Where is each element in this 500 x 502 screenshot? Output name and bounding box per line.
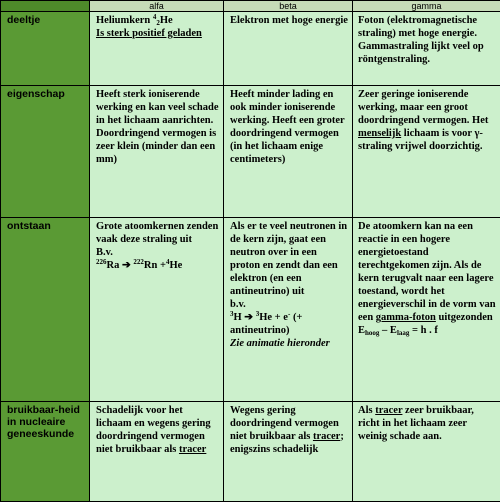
ra-mass-number: 226 xyxy=(96,258,107,266)
row-bruikbaarheid xyxy=(1,402,500,502)
header-row xyxy=(1,1,500,12)
header-beta: beta xyxy=(224,1,353,12)
rn-symbol: Rn + xyxy=(144,260,166,271)
electron-charge: - xyxy=(288,310,290,318)
beta-origin-text: Als er te veel neutronen in de kern zijn, gaat een neutron over in een proton en zendt dan een elektron (en een antineutrino) uit xyxy=(230,220,348,298)
cell-deeltje-alfa xyxy=(90,12,224,86)
tracer-term: tracer xyxy=(375,405,402,416)
gamma-property-text: Zeer geringe ioniserende werking, maar een groot doordringend vermogen. Het xyxy=(358,89,488,126)
h-symbol: H xyxy=(234,312,245,323)
he-mass-number: 3 xyxy=(256,310,260,318)
alfa-charge-note: Is sterk positief geladen xyxy=(96,27,219,40)
gamma-origin-text-a: De atoomkern kan na een reactie in een hogere energietoestand terechtgekomen zijn. Als de kern terugvalt naar een lagere toestand, wordt het energieverschil in de vorm van een xyxy=(358,221,496,323)
beta-use-text-end: ; enigszins schadelijk xyxy=(230,431,344,455)
he-electron-symbol: He + e xyxy=(259,312,288,323)
cell-bruikbaarheid-alfa xyxy=(90,402,224,502)
beta-use-text: Wegens gering doordringend vermogen niet bruikbaar als xyxy=(230,405,339,442)
underlined-word: menselijk xyxy=(358,128,401,139)
rowhead-ontstaan: ontstaan xyxy=(1,218,90,402)
alfa-particle-line xyxy=(96,14,219,27)
gamma-property-text-end: lichaam is voor γ-straling vrijwel doorzichtig. xyxy=(358,128,483,152)
atomic-number: 2 xyxy=(156,19,160,27)
formula-sub-laag: laag xyxy=(397,329,409,337)
rowhead-bruikbaarheid: bruikbaar-heid in nucleaire geneeskunde xyxy=(1,402,90,502)
arrow-right-icon: ➔ xyxy=(244,312,253,323)
tracer-term: tracer xyxy=(313,431,340,442)
row-eigenschap xyxy=(1,86,500,218)
cell-eigenschap-alfa: Heeft sterk ioniserende werking en kan veel schade in het lichaam aanrichten. Doordringend vermogen is zeer klein (minder dan een mm) xyxy=(90,86,224,218)
corner-cell xyxy=(1,1,90,12)
cell-eigenschap-gamma xyxy=(353,86,500,218)
element-symbol: He xyxy=(160,15,173,26)
alfa-particle-name: Heliumkern xyxy=(96,15,153,26)
row-deeltje xyxy=(1,12,500,86)
cell-deeltje-beta: Elektron met hoge energie xyxy=(224,12,353,86)
cell-bruikbaarheid-gamma xyxy=(353,402,500,502)
cell-deeltje-gamma: Foton (elektromagnetische straling) met hoge energie. Gammastraling lijkt veel op röntgenstraling. xyxy=(353,12,500,86)
gamma-use-text-end: zeer bruikbaar, richt in het lichaam zeer weinig schade aan. xyxy=(358,405,474,442)
beta-decay-equation xyxy=(230,311,348,337)
h-mass-number: 3 xyxy=(230,310,234,318)
he-mass-number: 4 xyxy=(166,258,170,266)
energy-formula xyxy=(358,324,496,337)
gamma-use-text: Als xyxy=(358,405,375,416)
rowhead-deeltje: deeltje xyxy=(1,12,90,86)
alfa-use-text: Schadelijk voor het lichaam en wegens gering doordringend vermogen niet bruikbaar als xyxy=(96,405,211,455)
antineutrino-text: (+ antineutrino) xyxy=(230,312,302,336)
cell-ontstaan-alfa xyxy=(90,218,224,402)
alfa-example-label: B.v. xyxy=(96,246,219,259)
rn-mass-number: 222 xyxy=(133,258,144,266)
animation-note: Zie animatie hieronder xyxy=(230,337,348,350)
rowhead-eigenschap: eigenschap xyxy=(1,86,90,218)
cell-ontstaan-beta xyxy=(224,218,353,402)
header-gamma: gamma xyxy=(353,1,500,12)
beta-example-label: b.v. xyxy=(230,298,348,311)
mass-number: 4 xyxy=(153,13,157,21)
arrow-right-icon: ➔ xyxy=(122,260,131,271)
ra-symbol: Ra xyxy=(107,260,122,271)
row-ontstaan xyxy=(1,218,500,402)
alfa-decay-equation xyxy=(96,259,219,272)
gamma-photon-term: gamma-foton xyxy=(376,312,436,323)
cell-eigenschap-beta: Heeft minder lading en ook minder ioniserende werking. Heeft een groter doordringend vermogen (in het lichaam enige centimeters) xyxy=(224,86,353,218)
gamma-origin-text xyxy=(358,220,496,324)
cell-bruikbaarheid-beta xyxy=(224,402,353,502)
formula-sub-hoog: hoog xyxy=(365,329,379,337)
he-symbol: He xyxy=(169,260,182,271)
alfa-origin-text: Grote atoomkernen zenden vaak deze straling uit xyxy=(96,220,219,246)
gamma-origin-text-b: uitgezonden xyxy=(436,312,493,323)
tracer-term: tracer xyxy=(179,444,206,455)
formula-hf: = h . f xyxy=(409,325,437,336)
cell-ontstaan-gamma xyxy=(353,218,500,402)
header-alfa: alfa xyxy=(90,1,224,12)
formula-e1: E xyxy=(358,325,365,336)
formula-minus-e: – E xyxy=(379,325,397,336)
